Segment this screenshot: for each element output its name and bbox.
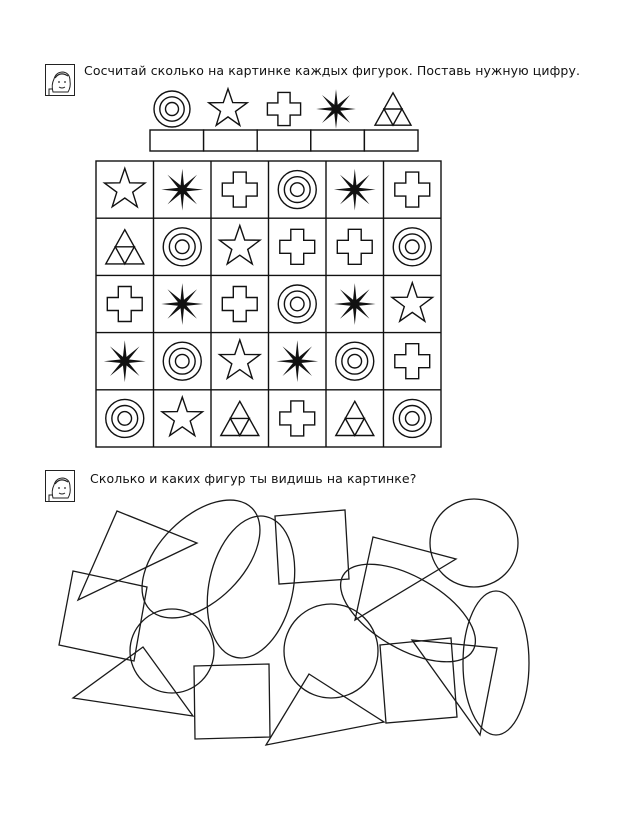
circles-icon [163, 342, 201, 380]
star-icon [162, 397, 203, 436]
circles-icon [154, 91, 190, 127]
circles-icon [106, 399, 144, 437]
cross-icon [267, 92, 300, 125]
asterisk-icon [334, 169, 376, 211]
shape-triangle [355, 537, 456, 620]
cross-icon [395, 172, 430, 207]
shape-triangle [266, 674, 384, 745]
circles-icon [393, 228, 431, 266]
circles-icon [163, 228, 201, 266]
answer-box[interactable] [311, 130, 365, 151]
shape-triangle [73, 647, 193, 716]
triangle-icon [106, 230, 144, 264]
asterisk-icon [161, 283, 203, 325]
cross-icon [280, 229, 315, 264]
shape-ellipse [195, 508, 307, 666]
triangle-icon [375, 93, 411, 125]
shape-square [59, 571, 147, 661]
asterisk-icon [316, 89, 356, 129]
cross-icon [395, 344, 430, 379]
circles-icon [336, 342, 374, 380]
asterisk-icon [161, 169, 203, 211]
answer-boxes [150, 130, 418, 151]
task2-instruction: Сколько и каких фигур ты видишь на картинке? [90, 471, 417, 486]
star-icon [105, 168, 146, 207]
asterisk-icon [276, 340, 318, 382]
shape-ellipse [463, 591, 529, 735]
cross-icon [107, 287, 142, 322]
triangle-icon [336, 401, 374, 435]
circles-icon [278, 171, 316, 209]
task1-instruction: Сосчитай сколько на картинке каждых фигурок. Поставь нужную цифру. [84, 63, 581, 78]
shape-circle [430, 499, 518, 587]
shape-circle [130, 609, 214, 693]
answer-box[interactable] [204, 130, 258, 151]
cross-icon [337, 229, 372, 264]
triangle-icon [221, 401, 259, 435]
child-face-icon [45, 470, 75, 502]
shape-square [275, 510, 349, 584]
star-icon [220, 226, 261, 265]
shape-triangle [412, 640, 497, 735]
shape-circle [284, 604, 378, 698]
answer-box[interactable] [150, 130, 204, 151]
shape-square [194, 664, 270, 739]
answer-box[interactable] [364, 130, 418, 151]
shape-square [380, 638, 457, 723]
shape-triangle [78, 511, 197, 600]
shape-ellipse [120, 478, 281, 639]
circles-icon [278, 285, 316, 323]
star-icon [220, 340, 261, 379]
asterisk-icon [334, 283, 376, 325]
cross-icon [280, 401, 315, 436]
answer-box[interactable] [257, 130, 311, 151]
cross-icon [222, 287, 257, 322]
cross-icon [222, 172, 257, 207]
shape-grid [96, 161, 441, 447]
star-icon [209, 89, 247, 126]
asterisk-icon [104, 340, 146, 382]
shape-ellipse [325, 544, 491, 681]
star-icon [392, 283, 433, 322]
circles-icon [393, 399, 431, 437]
